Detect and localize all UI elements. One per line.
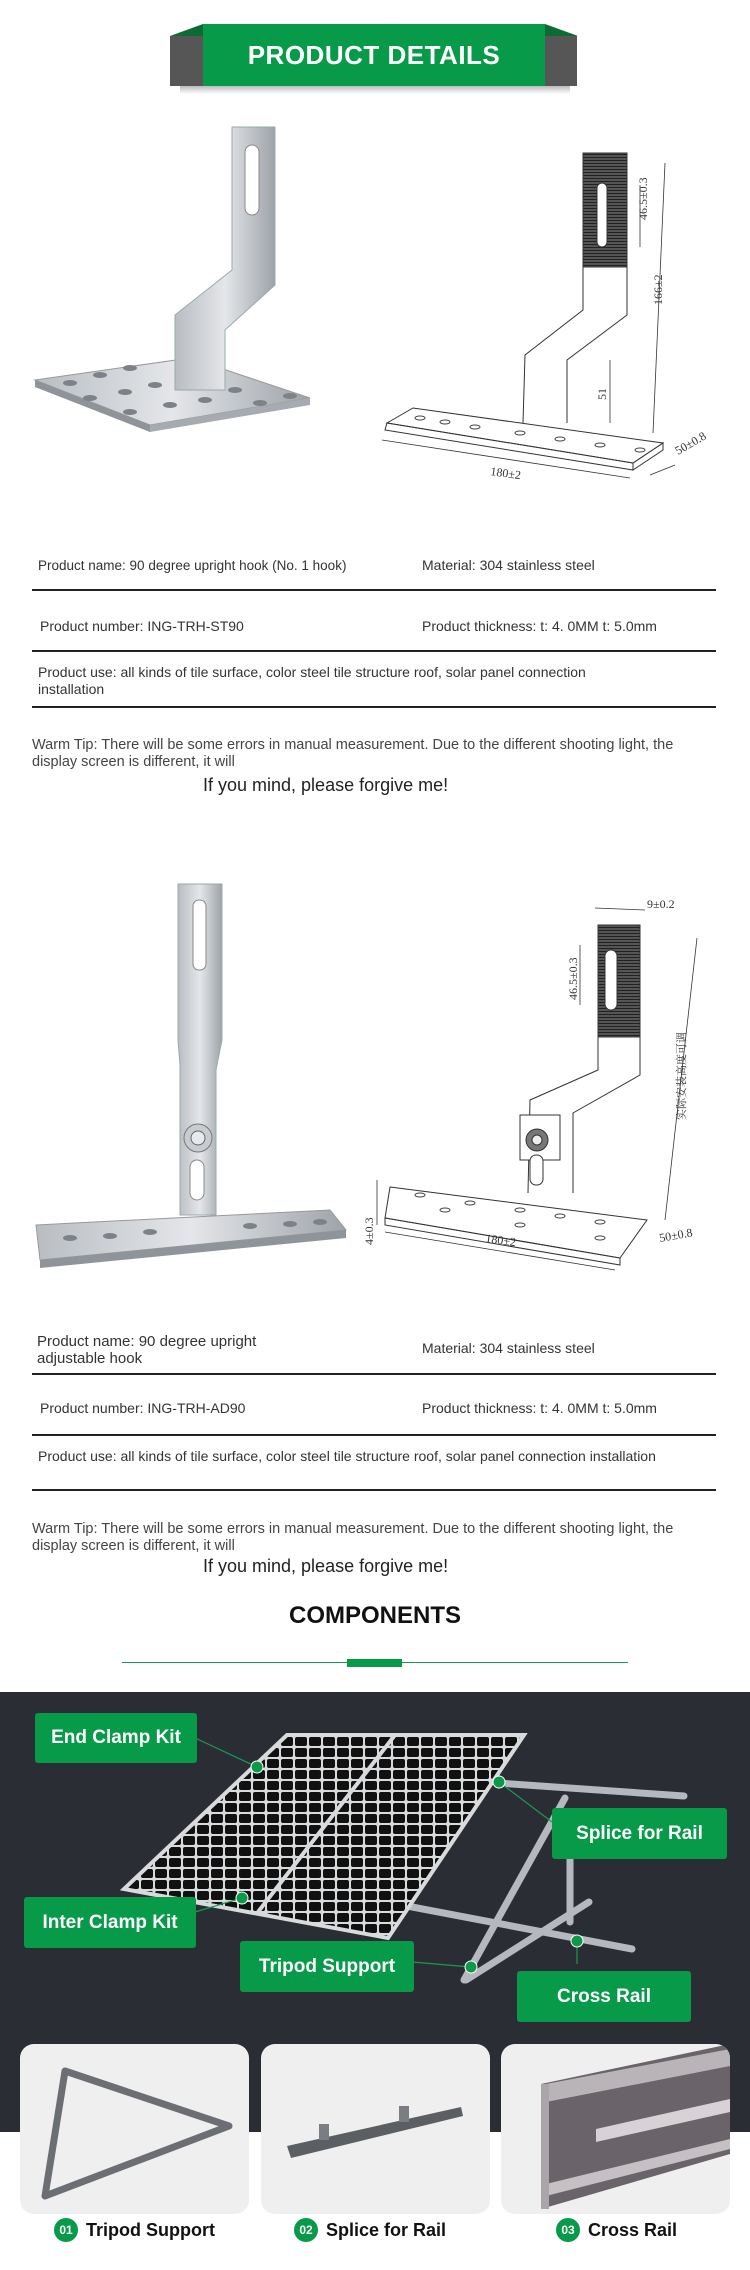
banner-fold-right (545, 24, 578, 36)
caption-cross-rail (556, 2218, 677, 2242)
banner-title: PRODUCT DETAILS (203, 24, 545, 86)
hook-drawing-1 (382, 153, 675, 478)
end-clamp-dot (251, 1761, 263, 1773)
dim-slot-width: 9±0.2 (647, 897, 675, 911)
tripod-icon (20, 2044, 249, 2214)
card-cross-rail (501, 2044, 730, 2214)
splice-icon (261, 2044, 490, 2214)
inter-clamp-dot (236, 1892, 248, 1904)
caption-tripod-support (54, 2218, 215, 2242)
cross-rail-dot (571, 1935, 583, 1947)
tag-splice-for-rail: Splice for Rail (552, 1808, 727, 1859)
tag-end-clamp-kit: End Clamp Kit (35, 1713, 197, 1763)
forgive-note: If you mind, please forgive me! (203, 1556, 449, 1576)
warm-tip: Warm Tip: There will be some errors in manual measurement. Due to the different shooting light, the display screen is different, it will (32, 737, 674, 770)
dim-height: 166±2 (651, 274, 665, 305)
caption-label: Cross Rail (588, 2219, 678, 2240)
card-tripod-support (20, 2044, 249, 2214)
product-number: Product number: ING-TRH-AD90 (40, 1400, 246, 1416)
dim-height: 实际安装高度可调 (676, 1032, 688, 1120)
dim-length: 180±2 (484, 1231, 517, 1250)
divider (32, 589, 716, 591)
dim-width: 50±0.8 (658, 1225, 694, 1245)
dim-slot: 46.5±0.3 (566, 957, 580, 1000)
dim-length: 180±2 (489, 464, 522, 483)
divider (32, 650, 716, 652)
dim-offset: 51 (595, 388, 609, 400)
dim-thickness: 4±0.3 (362, 1217, 376, 1245)
dim-width: 50±0.8 (672, 428, 709, 458)
product-1-images (0, 100, 750, 520)
product-thickness: Product thickness: t: 4. 0MM t: 5.0mm (422, 618, 657, 634)
banner-shadow (180, 86, 570, 94)
product-name: Product name: 90 degree upright adjustable hook (37, 1333, 257, 1367)
divider (32, 1489, 716, 1491)
caption-label: Tripod Support (86, 2219, 215, 2240)
warm-tip: Warm Tip: There will be some errors in manual measurement. Due to the different shooting light, the display screen is different, it will (32, 1521, 674, 1554)
product-material: Material: 304 stainless steel (422, 557, 595, 573)
cross-rail-icon (501, 2044, 730, 2214)
divider (32, 1434, 716, 1436)
divider (32, 706, 716, 708)
product-thickness: Product thickness: t: 4. 0MM t: 5.0mm (422, 1400, 657, 1416)
forgive-note: If you mind, please forgive me! (203, 775, 449, 795)
hook-photo-2 (36, 884, 346, 1268)
product-use: Product use: all kinds of tile surface, color steel tile structure roof, solar panel connection installation (38, 1448, 656, 1464)
hook-photo-1 (35, 127, 310, 432)
product-number: Product number: ING-TRH-ST90 (40, 618, 244, 634)
splice-dot (493, 1776, 505, 1788)
card-splice-for-rail (261, 2044, 490, 2214)
components-title: COMPONENTS (288, 1602, 461, 1629)
tag-tripod-support: Tripod Support (240, 1941, 414, 1992)
number-badge: 03 (556, 2218, 580, 2242)
divider (32, 1373, 716, 1375)
dim-slot: 46.5±0.3 (636, 177, 650, 220)
tag-inter-clamp-kit: Inter Clamp Kit (24, 1897, 196, 1948)
title-accent (347, 1659, 402, 1667)
hook-drawing-2 (377, 908, 697, 1270)
banner-fold-left (170, 24, 203, 36)
product-use: Product use: all kinds of tile surface, color steel tile structure roof, solar panel connection installation (38, 664, 586, 697)
product-name: Product name: 90 degree upright hook (No. 1 hook) (38, 558, 347, 573)
caption-label: Splice for Rail (326, 2219, 447, 2240)
tag-cross-rail: Cross Rail (517, 1971, 691, 2022)
number-badge: 02 (294, 2218, 318, 2242)
product-2-images (0, 870, 750, 1280)
number-badge: 01 (54, 2218, 78, 2242)
tripod-dot (465, 1961, 477, 1973)
product-material: Material: 304 stainless steel (422, 1340, 595, 1356)
caption-splice-for-rail (294, 2218, 446, 2242)
